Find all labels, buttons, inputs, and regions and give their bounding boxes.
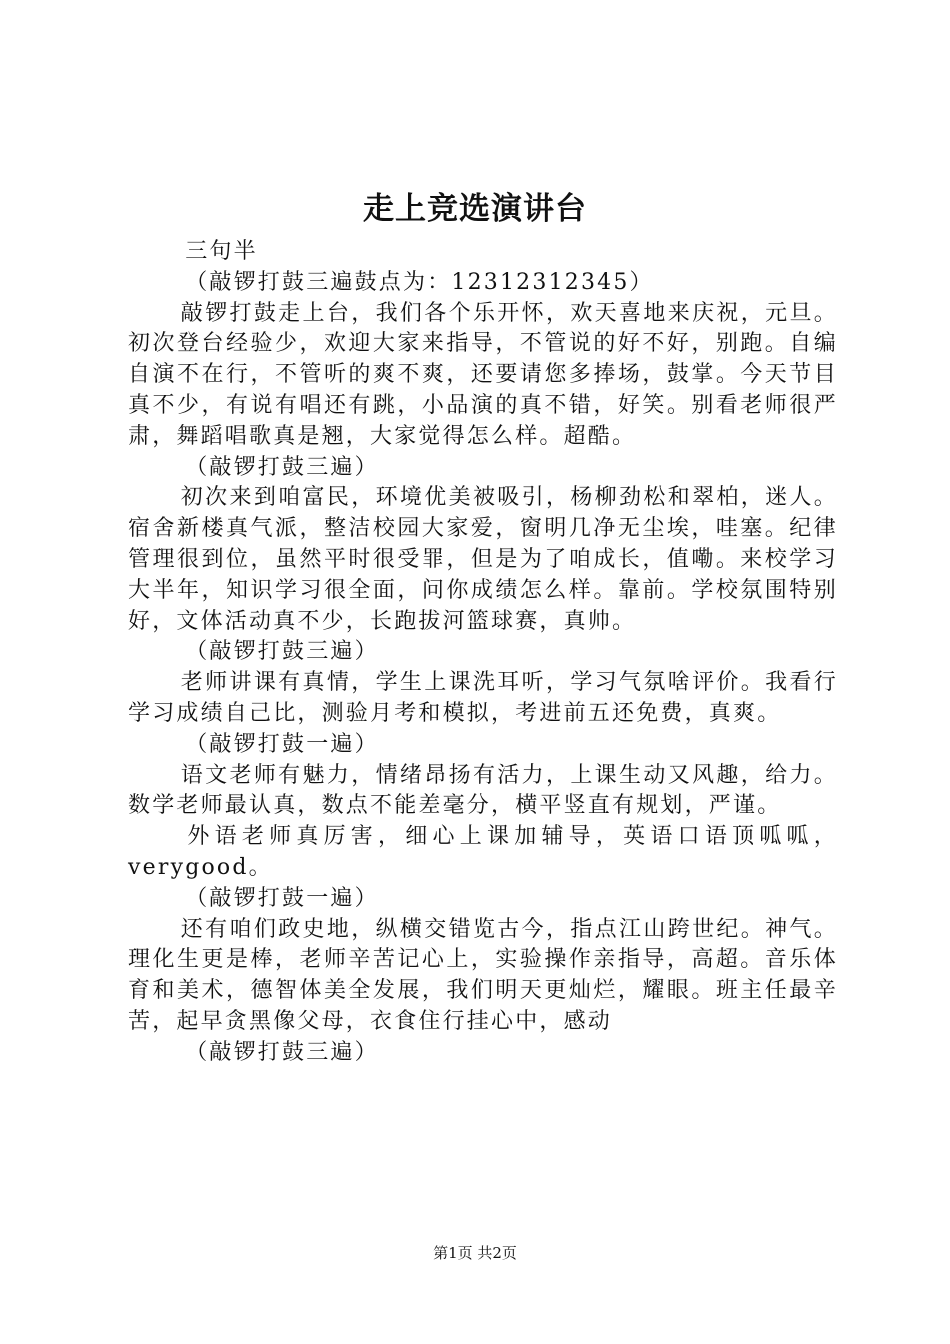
page-number: 第1页 <box>433 1244 473 1262</box>
document-title: 走上竞选演讲台 <box>363 191 587 227</box>
paragraph-cue: （敲锣打鼓三遍） <box>185 1039 379 1065</box>
paragraph-verse: 老师讲课有真情，学生上课洗耳听，学习气氛啥评价。我看行学习成绩自己比，测验月考和模拟，考进前五还免费，真爽。 <box>128 670 838 726</box>
paragraph-verse: 外语老师真厉害，细心上课加辅导，英语口语顶呱呱，verygood。 <box>128 824 838 880</box>
author-line: 三句半 <box>185 239 258 264</box>
paragraph-cue: （敲锣打鼓三遍鼓点为：12312312345） <box>185 269 654 295</box>
paragraph-verse: 语文老师有魅力，情绪昂扬有活力，上课生动又风趣，给力。数学老师最认真，数点不能差毫分，横平竖直有规划，严谨。 <box>128 762 838 819</box>
paragraph-verse: 还有咱们政史地，纵横交错览古今，指点江山跨世纪。神气。理化生更是棒，老师辛苦记心上，实验操作亲指导，高超。音乐体育和美术，德智体美全发展，我们明天更灿烂，耀眼。班主任最辛苦，起早贪黑像父母，衣食住行挂心中，感动 <box>128 916 838 1034</box>
page-footer <box>0 1242 950 1264</box>
paragraph-cue: （敲锣打鼓三遍） <box>185 454 379 480</box>
page-total: 共2页 <box>477 1244 517 1262</box>
document-body <box>128 237 838 1069</box>
paragraph-cue: （敲锣打鼓一遍） <box>185 731 379 757</box>
paragraph-cue: （敲锣打鼓三遍） <box>185 639 379 665</box>
paragraph-cue: （敲锣打鼓一遍） <box>185 885 379 911</box>
paragraph-verse: 敲锣打鼓走上台，我们各个乐开怀，欢天喜地来庆祝，元旦。初次登台经验少，欢迎大家来指导，不管说的好不好，别跑。自编自演不在行，不管听的爽不爽，还要请您多捧场，鼓掌。今天节目真不少，有说有唱还有跳，小品演的真不错，好笑。别看老师很严肃，舞蹈唱歌真是翘，大家觉得怎么样。超酷。 <box>128 300 838 449</box>
paragraph-verse: 初次来到咱富民，环境优美被吸引，杨柳劲松和翠柏，迷人。宿舍新楼真气派，整洁校园大家爱，窗明几净无尘埃，哇塞。纪律管理很到位，虽然平时很受罪，但是为了咱成长，值嘞。来校学习大半年，知识学习很全面，问你成绩怎么样。靠前。学校氛围特别好，文体活动真不少，长跑拔河篮球赛，真帅。 <box>128 485 838 634</box>
